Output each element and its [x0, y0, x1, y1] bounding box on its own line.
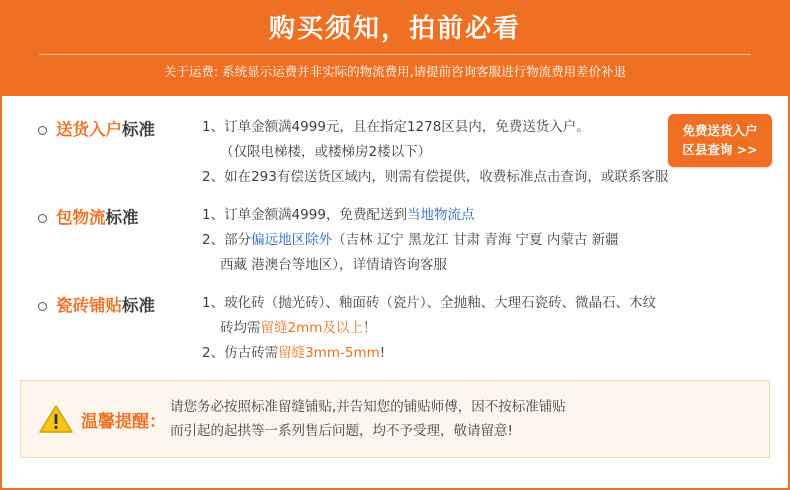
section-label — [24, 200, 202, 230]
section-label-highlight: 瓷砖铺贴 — [56, 296, 122, 315]
circle-bullet-icon — [38, 126, 47, 135]
content-line: 2、如在293有偿送货区域内，则需有偿提供，收费标准点击查询，或联系客服 — [202, 169, 669, 185]
section-label-rest: 标准 — [122, 120, 155, 139]
warm-reminder-line2: 而引起的起拱等一系列售后问题，均不予受理，敬请留意! — [170, 423, 513, 439]
section-label-highlight: 送货入户 — [56, 120, 122, 139]
section-label — [24, 112, 202, 142]
section-tile-paving — [24, 288, 766, 366]
section-label-highlight: 包物流 — [56, 208, 106, 227]
content-body — [2, 96, 788, 366]
content-line: （仅限电梯楼，或楼梯房2楼以下） — [220, 144, 432, 160]
shipping-fee-note: 关于运费: 系统显示运费并非实际的物流费用,请提前咨询客服进行物流费用差价补退 — [39, 54, 751, 82]
warm-reminder-title: 温馨提醒： — [81, 411, 166, 432]
section-delivery-to-home — [24, 112, 766, 190]
query-badge-line1: 免费送货入户 — [682, 123, 758, 138]
section-label-text — [56, 294, 155, 318]
warm-reminder-line1: 请您务必按照标准留缝铺贴,并告知您的铺贴师傅，因不按标准铺贴 — [170, 399, 566, 415]
content-line: 2、部分偏远地区除外（吉林 辽宁 黑龙江 甘肃 青海 宁夏 内蒙古 新疆 — [202, 232, 619, 248]
section-label-rest: 标准 — [122, 296, 155, 315]
content-line: 西藏 港澳台等地区），详情请咨询客服 — [220, 257, 448, 273]
warning-triangle-icon — [39, 404, 73, 434]
header-subtitle-wrap — [2, 54, 788, 82]
query-badge-line2: 区县查询 >> — [682, 142, 758, 157]
content-line: 1、玻化砖（抛光砖）、釉面砖（瓷片）、全抛釉、大理石瓷砖、微晶石、木纹 — [202, 295, 657, 311]
content-line: 砖均需留缝2mm及以上！ — [220, 320, 377, 336]
header — [2, 2, 788, 96]
section-label-rest: 标准 — [105, 208, 139, 227]
content-line: 2、仿古砖需留缝3mm-5mm! — [202, 345, 386, 361]
section-label-text — [56, 118, 155, 142]
warm-reminder-text — [170, 395, 566, 443]
free-delivery-query-button[interactable] — [668, 114, 772, 167]
content-line: 1、订单金额满4999元，且在指定1278区县内，免费送货入户。 — [202, 119, 590, 135]
page-title: 购买须知，拍前必看 — [268, 14, 521, 44]
section-label-text — [56, 206, 139, 230]
content-line: 1、订单金额满4999，免费配送到当地物流点 — [202, 207, 475, 223]
section-label — [24, 288, 202, 318]
section-logistics-included — [24, 200, 766, 278]
circle-bullet-icon — [38, 214, 47, 223]
section-content — [202, 200, 766, 278]
circle-bullet-icon — [38, 302, 47, 311]
section-content — [202, 288, 766, 366]
warm-reminder-box — [20, 380, 770, 458]
